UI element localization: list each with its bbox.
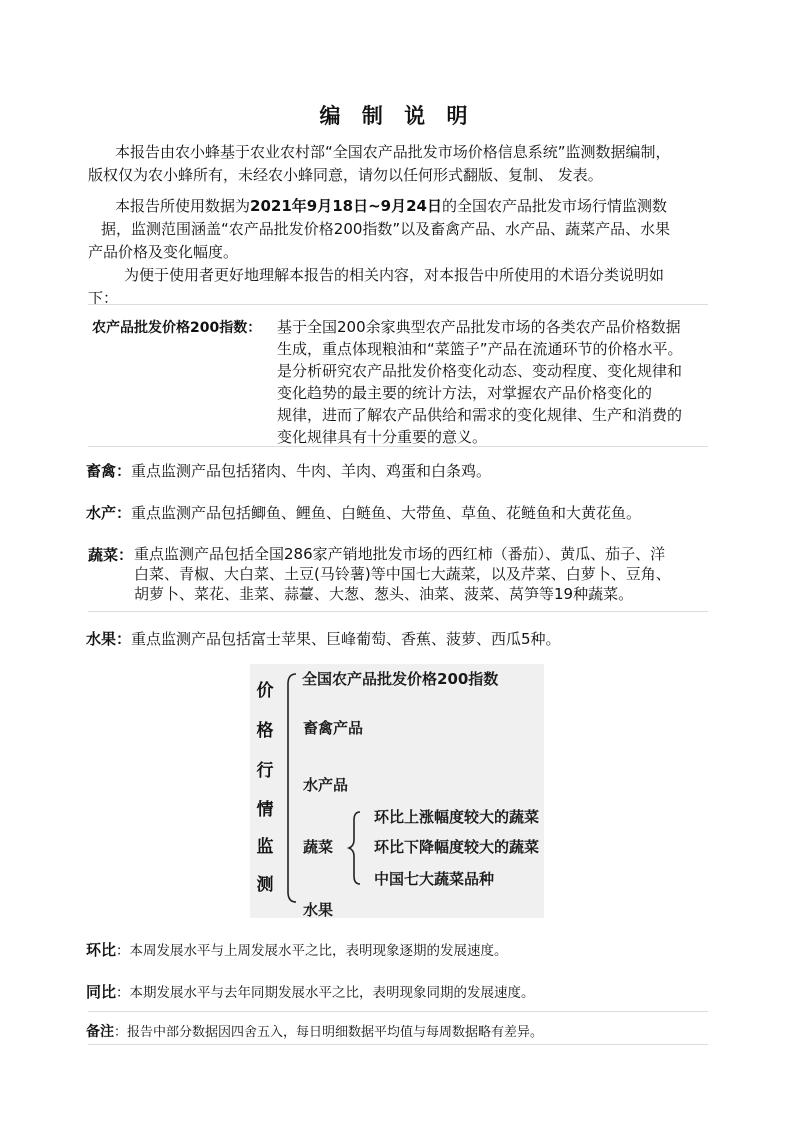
- fruits-label: 水果：: [86, 630, 132, 648]
- terms-intro-line-2: 下：: [88, 289, 119, 307]
- data-source-suffix: 的全国农产品批发市场行情监测数: [441, 197, 667, 215]
- terms-intro-line-1: 为便于使用者更好地理解本报告的相关内容，对本报告中所使用的术语分类说明如: [124, 266, 665, 284]
- intro-line-2: 版权仅为农小蜂所有，未经农小蜂同意，请勿以任何形式翻版、复制、 发表。: [88, 166, 603, 184]
- vegetables-line: 白菜、青椒、大白菜、土豆(马铃薯)等中国七大蔬菜，以及芹菜、白萝卜、豆角、: [134, 565, 671, 583]
- diagram-vertical-char: 监: [256, 837, 274, 857]
- diagram-veg-sub-falling: 环比下降幅度较大的蔬菜: [374, 838, 540, 856]
- divider-line: [88, 446, 708, 447]
- diagram-veg-sub-seven: 中国七大蔬菜品种: [374, 870, 495, 888]
- intro-paragraph: [88, 141, 728, 187]
- index-term-line: 基于全国200余家典型农产品批发市场的各类农产品价格数据: [277, 318, 681, 336]
- diagram-branch-index: 全国农产品批发价格200指数: [302, 670, 499, 688]
- diagram-branch-vegetables: 蔬菜: [303, 838, 334, 856]
- aquatic-label: 水产：: [86, 504, 132, 522]
- veg-brace: [349, 812, 360, 884]
- diagram-vertical-char: 行: [256, 761, 274, 781]
- mom-definition: [86, 940, 508, 961]
- data-source-paragraph: [88, 195, 728, 264]
- diagram-vertical-char: 测: [256, 875, 274, 895]
- vegetables-line: 胡萝卜、菜花、韭菜、蒜薹、大葱、葱头、油菜、菠菜、莴笋等19种蔬菜。: [134, 585, 634, 603]
- vegetables-label: 蔬菜：: [88, 546, 134, 564]
- divider-line: [88, 611, 708, 612]
- yoy-label: 同比: [86, 983, 117, 1001]
- fruits-row: [86, 628, 561, 650]
- intro-line-1: 本报告由农小蜂基于农业农村部“全国农产品批发市场价格信息系统”监测数据编制，: [115, 143, 671, 161]
- livestock-label: 畜禽：: [86, 462, 132, 480]
- main-brace: [288, 674, 296, 902]
- diagram-vertical-char: 情: [256, 800, 274, 820]
- vegetables-line: 重点监测产品包括全国286家产销地批发市场的西红柿（番茄）、黄瓜、茄子、洋: [134, 545, 666, 563]
- fruits-text: 重点监测产品包括富士苹果、巨峰葡萄、香蕉、菠萝、西瓜5种。: [131, 630, 561, 648]
- price-monitoring-diagram: [250, 664, 544, 918]
- index-term-definition: [277, 316, 717, 448]
- data-source-line-1: [88, 195, 728, 218]
- diagram-vertical-char: 价: [256, 681, 274, 701]
- note-text: ：报告中部分数据因四舍五入，每日明细数据平均值与每周数据略有差异。: [114, 1025, 544, 1040]
- livestock-row: [86, 460, 491, 482]
- diagram-branch-fruits: 水果: [303, 901, 334, 919]
- diagram-branch-aquatic: 水产品: [303, 776, 349, 794]
- note-label: 备注: [86, 1024, 114, 1040]
- index-term-label: 农产品批发价格200指数：: [92, 320, 262, 336]
- vegetables-text: [134, 544, 714, 604]
- index-term-line: 生成，重点体现粮油和“菜篮子”产品在流通环节的价格水平。: [277, 340, 683, 358]
- index-term-line: 是分析研究农产品批发价格变化动态、变动程度、变化规律和: [277, 362, 683, 380]
- aquatic-row: [86, 502, 641, 524]
- data-source-line-2: 据，监测范围涵盖“农产品批发价格200指数”以及畜禽产品、水产品、蔬菜产品、水果: [101, 220, 671, 238]
- divider-line: [88, 304, 708, 305]
- diagram-branch-livestock: 畜禽产品: [303, 719, 364, 737]
- diagram-veg-sub-rising: 环比上涨幅度较大的蔬菜: [374, 808, 540, 826]
- mom-label: 环比: [86, 941, 117, 959]
- aquatic-text: 重点监测产品包括鲫鱼、鲤鱼、白鲢鱼、大带鱼、草鱼、花鲢鱼和大黄花鱼。: [131, 504, 642, 522]
- divider-line: [88, 1011, 708, 1012]
- note-row: [86, 1022, 543, 1043]
- index-term-line: 规律，进而了解农产品供给和需求的变化规律、生产和消费的: [277, 406, 683, 424]
- livestock-text: 重点监测产品包括猪肉、牛肉、羊肉、鸡蛋和白条鸡。: [131, 462, 492, 480]
- index-term-line: 变化规律具有十分重要的意义。: [277, 428, 488, 446]
- yoy-definition: [86, 982, 535, 1003]
- data-source-prefix: 本报告所使用数据为: [115, 197, 251, 215]
- data-source-line-3: 产品价格及变化幅度。: [88, 243, 239, 261]
- index-term-line: 变化趋势的最主要的统计方法，对掌握农产品价格变化的: [277, 384, 653, 402]
- diagram-vertical-char: 格: [256, 721, 274, 741]
- divider-line: [88, 1044, 708, 1045]
- mom-text: ：本周发展水平与上周发展水平之比，表明现象逐期的发展速度。: [116, 943, 508, 959]
- page-title: 编 制 说 明: [319, 104, 475, 128]
- yoy-text: ：本期发展水平与去年同期发展水平之比，表明现象同期的发展速度。: [116, 985, 535, 1001]
- date-range: 2021年9月18日~9月24日: [250, 197, 442, 215]
